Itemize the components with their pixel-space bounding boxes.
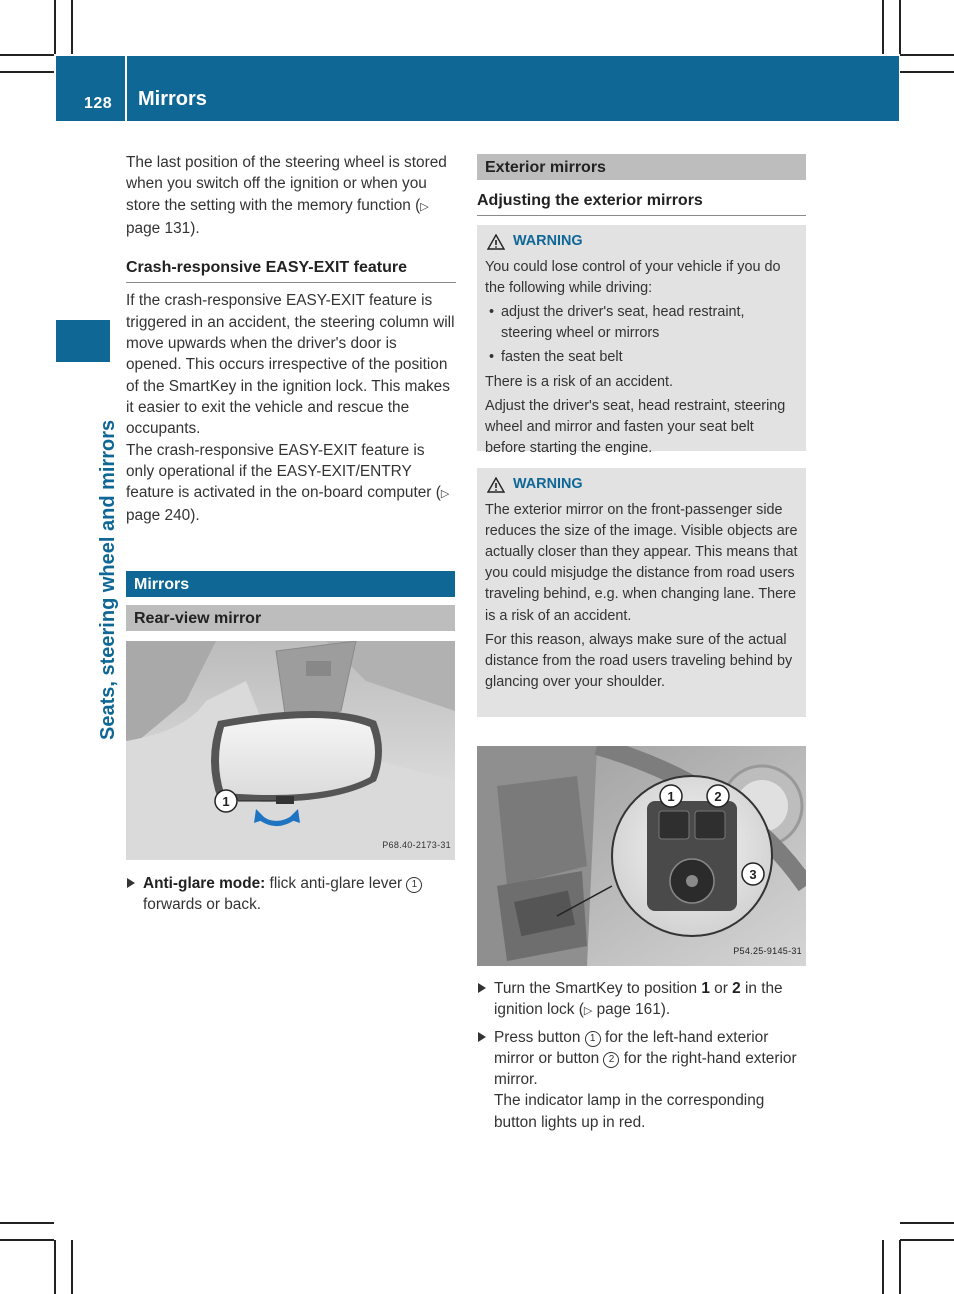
mirror-switch-illustration [477, 746, 806, 966]
crop-mark [0, 71, 54, 73]
callout-1-icon: 1 [406, 877, 422, 893]
mirror-switch-figure [477, 746, 806, 966]
warning-label: WARNING [513, 476, 583, 493]
crop-mark [54, 1240, 56, 1294]
crop-mark [882, 0, 884, 54]
instruction-step: Turn the SmartKey to position 1 or 2 in the ignition lock (▷ page 161). [477, 978, 807, 1023]
crop-mark [899, 0, 901, 54]
warning-box [477, 225, 806, 457]
crop-mark [900, 1239, 954, 1241]
exterior-mirrors-bar: Exterior mirrors [477, 154, 806, 180]
easy-exit-heading: Crash-responsive EASY-EXIT feature [126, 257, 456, 283]
figure-code: P68.40-2173-31 [382, 839, 451, 850]
figure2-callout: 2 [714, 789, 722, 804]
crop-mark [0, 1239, 54, 1241]
crop-mark [900, 71, 954, 73]
left-steps [126, 873, 456, 920]
page-ref-arrow-icon: ▷ [420, 200, 429, 213]
warning-text: For this reason, always make sure of the actual distance from the road users traveling behind by glancing over your shoulder. [485, 631, 793, 691]
step-arrow-icon [127, 878, 135, 888]
crop-mark [54, 0, 56, 54]
intro-paragraph: The last position of the steering wheel is stored when you switch off the ignition or when you store the setting with the memory function (▷ page 131). [126, 154, 447, 237]
mirrors-section-bar: Mirrors [126, 571, 455, 597]
rear-view-mirror-bar: Rear-view mirror [126, 605, 455, 631]
callout-1-icon: 1 [585, 1031, 601, 1047]
page-ref-arrow-icon: ▷ [440, 488, 450, 501]
crop-mark [882, 1240, 884, 1294]
warning-bullet: • adjust the driver's seat, head restraint, steering wheel or mirrors [485, 302, 798, 344]
warning-bullet: • fasten the seat belt [485, 347, 798, 368]
crop-mark [900, 54, 954, 56]
right-column [477, 190, 806, 717]
warning-text: The exterior mirror on the front-passenger side reduces the size of the image. Visible objects are actually closer than they appear. This means that you could misjudge the distance from road users traveling behind, e.g. when changing lane. There is a risk of an accident. [485, 501, 798, 624]
warning-triangle-icon [487, 234, 505, 250]
chapter-title: Seats, steering wheel and mirrors [97, 419, 119, 740]
crop-mark [71, 0, 73, 54]
crop-mark [900, 1222, 954, 1224]
header-divider [125, 56, 127, 121]
easy-exit-paragraph-2: The crash-responsive EASY-EXIT feature is only operational if the EASY-EXIT/ENTRY feature is activated in the on-board computer (▷ page 240). [126, 441, 450, 525]
step-result: The indicator lamp in the corresponding button lights up in red. [494, 1092, 765, 1131]
figure2-callout: 1 [667, 789, 675, 804]
warning-text: Adjust the driver's seat, head restraint, steering wheel and mirror and fasten your seat belt before starting the engine. [485, 397, 786, 457]
warning-triangle-icon [487, 477, 505, 493]
warning-text: There is a risk of an accident. [485, 373, 673, 390]
easy-exit-paragraph: If the crash-responsive EASY-EXIT feature is triggered in an accident, the steering column will move upwards when the driver's door is opened. This occurs irrespective of the position of the SmartKey in the ignition lock. This makes it easier to exit the vehicle and rescue the occupants. [126, 292, 455, 438]
step-arrow-icon [478, 1032, 486, 1042]
right-steps [477, 978, 807, 1137]
page-ref-arrow-icon: ▷ [583, 1005, 593, 1018]
figure-code: P54.25-9145-31 [733, 945, 802, 956]
crop-mark [899, 1240, 901, 1294]
crop-mark [71, 1240, 73, 1294]
warning-box [477, 468, 806, 717]
instruction-step: Anti-glare mode: flick anti-glare lever 1 forwards or back. [126, 873, 456, 916]
page-number: 128 [84, 95, 113, 112]
adjusting-heading: Adjusting the exterior mirrors [477, 190, 806, 216]
crop-mark [0, 1222, 54, 1224]
callout-2-icon: 2 [603, 1052, 619, 1068]
rear-view-mirror-illustration [126, 641, 455, 860]
rear-view-mirror-figure [126, 641, 455, 860]
figure1-callout: 1 [222, 794, 230, 809]
step-arrow-icon [478, 983, 486, 993]
chapter-tab [56, 320, 110, 362]
instruction-step: Press button 1 for the left-hand exterior mirror or button 2 for the right-hand exterior mirror. The indicator lamp in the corresponding button lights up in red. [477, 1027, 807, 1133]
left-column [126, 152, 456, 527]
figure2-callout: 3 [749, 867, 757, 882]
warning-label: WARNING [513, 233, 583, 250]
warning-text: You could lose control of your vehicle if you do the following while driving: [485, 258, 781, 296]
crop-mark [0, 54, 54, 56]
section-title: Mirrors [138, 88, 207, 110]
